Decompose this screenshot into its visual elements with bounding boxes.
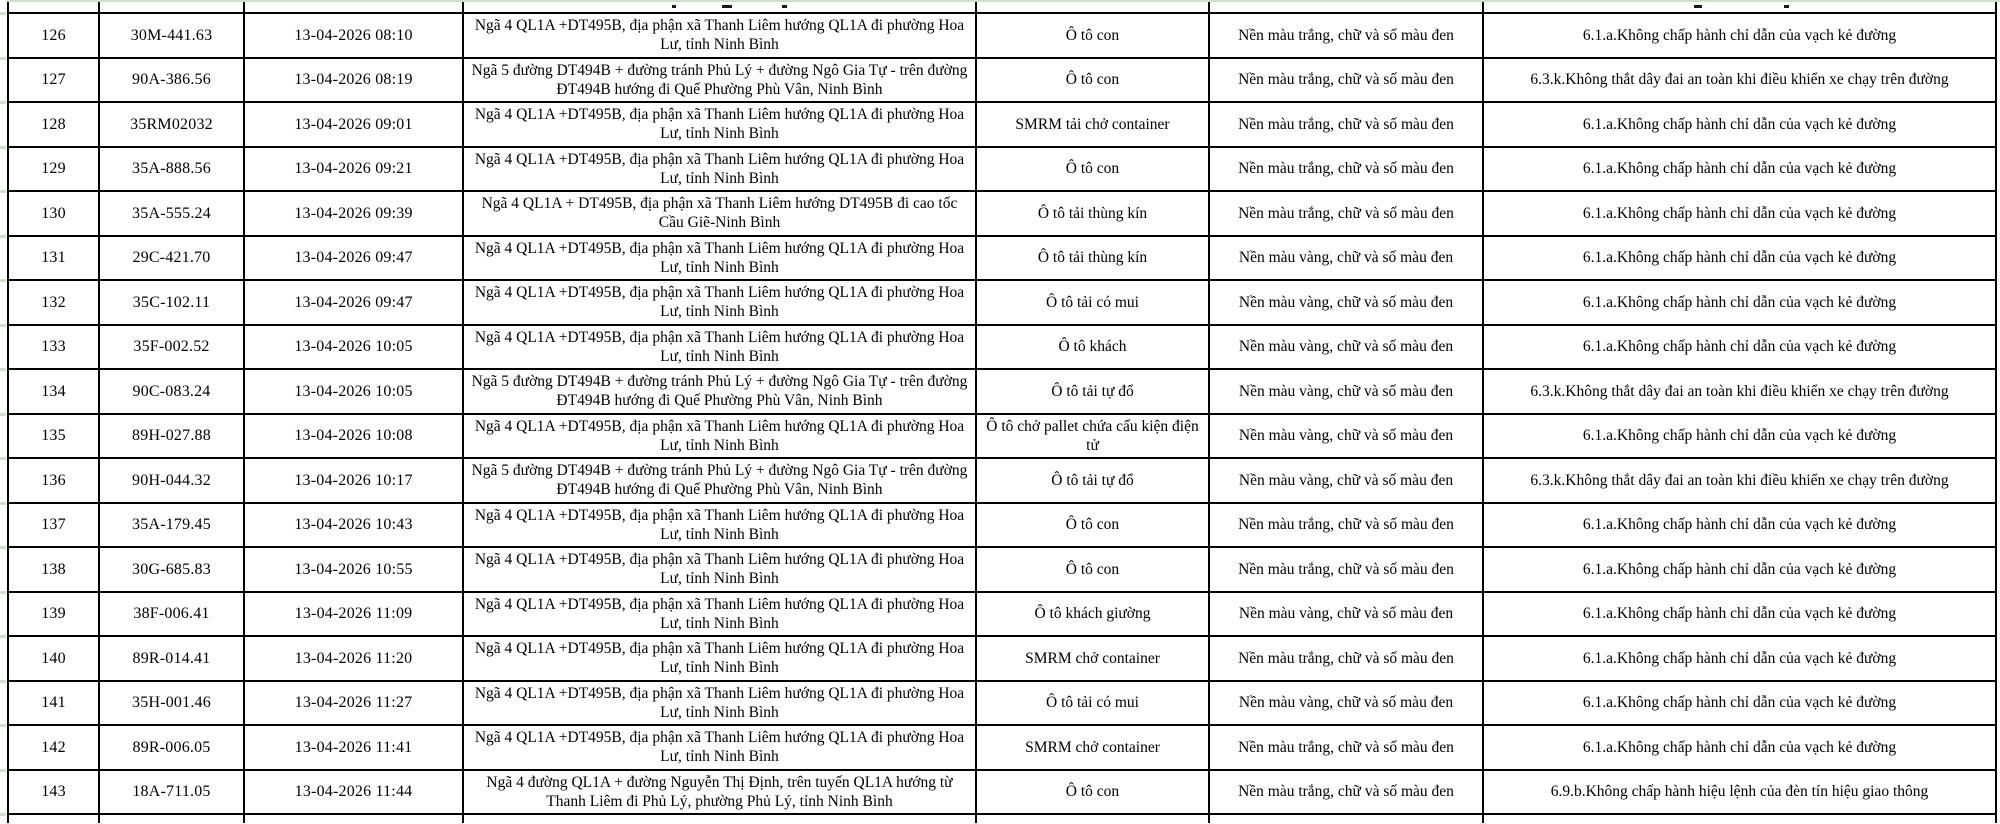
cell-plate-color: Nền màu trắng, chữ và số màu đen — [1209, 770, 1483, 815]
cell-location: Ngã 4 QL1A +DT495B, địa phận xã Thanh Liêm hướng QL1A đi phường Hoa Lư, tỉnh Ninh Bình — [463, 547, 976, 592]
cell-location: Ngã 4 QL1A +DT495B, địa phận xã Thanh Liêm hướng QL1A đi phường Hoa Lư, tỉnh Ninh Bình — [463, 503, 976, 548]
cell-plate: 30M-441.63 — [99, 13, 244, 58]
cell-no: 141 — [8, 681, 99, 726]
cell-plate-color: Nền màu vàng, chữ và số màu đen — [1209, 681, 1483, 726]
cell-plate: 38F-006.41 — [99, 592, 244, 637]
clipped-row-top — [8, 2, 1996, 13]
cell-time: 13-04-2026 10:55 — [244, 547, 463, 592]
cell-no: 127 — [8, 58, 99, 103]
cell-plate-color: Nền màu vàng, chữ và số màu đen — [1209, 414, 1483, 459]
table-row — [8, 191, 1996, 236]
cell-location: Ngã 4 QL1A +DT495B, địa phận xã Thanh Liêm hướng QL1A đi phường Hoa Lư, tỉnh Ninh Bình — [463, 681, 976, 726]
cell-time: 13-04-2026 11:27 — [244, 681, 463, 726]
clipped-cell — [99, 814, 244, 823]
gridline-mark — [0, 724, 6, 727]
cell-no: 142 — [8, 725, 99, 770]
text-fragment — [1694, 5, 1702, 8]
clipped-cell — [1209, 814, 1483, 823]
cell-no: 131 — [8, 236, 99, 281]
clipped-cell — [8, 814, 99, 823]
cell-vehicle: Ô tô con — [976, 547, 1209, 592]
gridline-mark — [0, 57, 6, 60]
table-row — [8, 58, 1996, 103]
cell-plate-color: Nền màu vàng, chữ và số màu đen — [1209, 280, 1483, 325]
cell-vehicle: Ô tô con — [976, 147, 1209, 192]
clipped-cell — [244, 814, 463, 823]
cell-vehicle: Ô tô khách — [976, 325, 1209, 370]
cell-location: Ngã 4 QL1A +DT495B, địa phận xã Thanh Liêm hướng QL1A đi phường Hoa Lư, tỉnh Ninh Bình — [463, 636, 976, 681]
cell-plate: 90C-083.24 — [99, 369, 244, 414]
cell-violation: 6.1.a.Không chấp hành chỉ dẫn của vạch kẻ đường — [1483, 147, 1996, 192]
cell-no: 140 — [8, 636, 99, 681]
cell-time: 13-04-2026 08:10 — [244, 13, 463, 58]
cell-plate-color: Nền màu trắng, chữ và số màu đen — [1209, 191, 1483, 236]
cell-plate: 35A-179.45 — [99, 503, 244, 548]
cell-location: Ngã 4 QL1A +DT495B, địa phận xã Thanh Liêm hướng QL1A đi phường Hoa Lư, tỉnh Ninh Bình — [463, 102, 976, 147]
table-row — [8, 325, 1996, 370]
cell-plate-color: Nền màu trắng, chữ và số màu đen — [1209, 58, 1483, 103]
cell-vehicle: Ô tô con — [976, 503, 1209, 548]
gridline-mark — [0, 235, 6, 238]
cell-location: Ngã 4 QL1A + DT495B, địa phận xã Thanh Liêm hướng DT495B đi cao tốc Cầu Giẽ-Ninh Bình — [463, 191, 976, 236]
gridline-mark — [0, 12, 6, 15]
cell-violation: 6.3.k.Không thắt dây đai an toàn khi điều khiển xe chạy trên đường — [1483, 58, 1996, 103]
cell-plate-color: Nền màu vàng, chữ và số màu đen — [1209, 325, 1483, 370]
table-row — [8, 770, 1996, 815]
table-row — [8, 13, 1996, 58]
cell-vehicle: Ô tô tải thùng kín — [976, 236, 1209, 281]
cell-plate: 89R-006.05 — [99, 725, 244, 770]
cell-location: Ngã 4 QL1A +DT495B, địa phận xã Thanh Liêm hướng QL1A đi phường Hoa Lư, tỉnh Ninh Bình — [463, 280, 976, 325]
cell-vehicle: Ô tô con — [976, 58, 1209, 103]
gridline-mark — [0, 635, 6, 638]
violations-table — [7, 2, 1997, 823]
gridline-mark — [0, 769, 6, 772]
cell-no: 132 — [8, 280, 99, 325]
table-row — [8, 503, 1996, 548]
gridline-mark — [0, 146, 6, 149]
clipped-cell — [1483, 814, 1996, 823]
cell-location: Ngã 5 đường DT494B + đường tránh Phủ Lý + đường Ngô Gia Tự - trên đường ĐT494B hướng đi Quế Phường Phù Vân, Ninh Bình — [463, 58, 976, 103]
gridline-mark — [0, 101, 6, 104]
cell-violation: 6.1.a.Không chấp hành chỉ dẫn của vạch kẻ đường — [1483, 503, 1996, 548]
left-gutter — [0, 0, 7, 824]
cell-vehicle: Ô tô chở pallet chứa cấu kiện điện tử — [976, 414, 1209, 459]
table-row — [8, 547, 1996, 592]
cell-time: 13-04-2026 09:47 — [244, 280, 463, 325]
clipped-cell — [976, 814, 1209, 823]
gridline-mark — [0, 591, 6, 594]
cell-vehicle: Ô tô tải có mui — [976, 681, 1209, 726]
cell-no: 136 — [8, 458, 99, 503]
gridline-mark — [0, 368, 6, 371]
gridline-mark — [0, 324, 6, 327]
cell-plate-color: Nền màu trắng, chữ và số màu đen — [1209, 547, 1483, 592]
cell-plate: 35A-888.56 — [99, 147, 244, 192]
cell-time: 13-04-2026 10:17 — [244, 458, 463, 503]
cell-plate: 35F-002.52 — [99, 325, 244, 370]
cell-vehicle: SMRM tải chở container — [976, 102, 1209, 147]
cell-plate-color: Nền màu vàng, chữ và số màu đen — [1209, 369, 1483, 414]
gridline-mark — [0, 279, 6, 282]
cell-plate-color: Nền màu trắng, chữ và số màu đen — [1209, 725, 1483, 770]
cell-no: 139 — [8, 592, 99, 637]
cell-violation: 6.1.a.Không chấp hành chỉ dẫn của vạch kẻ đường — [1483, 102, 1996, 147]
cell-no: 126 — [8, 13, 99, 58]
cell-vehicle: SMRM chở container — [976, 725, 1209, 770]
cell-plate: 90A-386.56 — [99, 58, 244, 103]
text-fragment — [722, 5, 732, 8]
cell-vehicle: Ô tô con — [976, 770, 1209, 815]
cell-location: Ngã 4 QL1A +DT495B, địa phận xã Thanh Liêm hướng QL1A đi phường Hoa Lư, tỉnh Ninh Bình — [463, 13, 976, 58]
cell-location: Ngã 4 QL1A +DT495B, địa phận xã Thanh Liêm hướng QL1A đi phường Hoa Lư, tỉnh Ninh Bình — [463, 725, 976, 770]
cell-time: 13-04-2026 10:05 — [244, 369, 463, 414]
cell-time: 13-04-2026 11:20 — [244, 636, 463, 681]
cell-violation: 6.1.a.Không chấp hành chỉ dẫn của vạch kẻ đường — [1483, 592, 1996, 637]
table-row — [8, 458, 1996, 503]
cell-vehicle: Ô tô con — [976, 13, 1209, 58]
gridline-mark — [0, 457, 6, 460]
cell-violation: 6.1.a.Không chấp hành chỉ dẫn của vạch kẻ đường — [1483, 191, 1996, 236]
gridline-mark — [0, 680, 6, 683]
table-row — [8, 636, 1996, 681]
cell-vehicle: Ô tô khách giường — [976, 592, 1209, 637]
cell-time: 13-04-2026 09:21 — [244, 147, 463, 192]
cell-no: 128 — [8, 102, 99, 147]
text-fragment — [1784, 5, 1789, 8]
cell-time: 13-04-2026 11:09 — [244, 592, 463, 637]
cell-location: Ngã 4 QL1A +DT495B, địa phận xã Thanh Liêm hướng QL1A đi phường Hoa Lư, tỉnh Ninh Bình — [463, 414, 976, 459]
cell-violation: 6.1.a.Không chấp hành chỉ dẫn của vạch kẻ đường — [1483, 636, 1996, 681]
clipped-cell — [463, 814, 976, 823]
table-row — [8, 414, 1996, 459]
cell-plate-color: Nền màu vàng, chữ và số màu đen — [1209, 236, 1483, 281]
cell-vehicle: Ô tô tải tự đổ — [976, 369, 1209, 414]
table-row — [8, 592, 1996, 637]
cell-no: 129 — [8, 147, 99, 192]
cell-plate: 35H-001.46 — [99, 681, 244, 726]
cell-time: 13-04-2026 09:47 — [244, 236, 463, 281]
cell-time: 13-04-2026 09:01 — [244, 102, 463, 147]
cell-location: Ngã 4 đường QL1A + đường Nguyễn Thị Định, trên tuyến QL1A hướng từ Thanh Liêm đi Phủ Lý, phường Phủ Lý, tỉnh Ninh Bình — [463, 770, 976, 815]
table-row — [8, 236, 1996, 281]
gridline-mark — [0, 502, 6, 505]
gridline-mark — [0, 813, 6, 816]
clipped-cell — [1483, 2, 1996, 13]
cell-location: Ngã 4 QL1A +DT495B, địa phận xã Thanh Liêm hướng QL1A đi phường Hoa Lư, tỉnh Ninh Bình — [463, 592, 976, 637]
clipped-cell — [463, 2, 976, 13]
cell-no: 134 — [8, 369, 99, 414]
cell-violation: 6.1.a.Không chấp hành chỉ dẫn của vạch kẻ đường — [1483, 236, 1996, 281]
cell-plate: 89R-014.41 — [99, 636, 244, 681]
cell-vehicle: Ô tô tải có mui — [976, 280, 1209, 325]
cell-violation: 6.1.a.Không chấp hành chỉ dẫn của vạch kẻ đường — [1483, 681, 1996, 726]
table-row — [8, 681, 1996, 726]
cell-violation: 6.1.a.Không chấp hành chỉ dẫn của vạch kẻ đường — [1483, 13, 1996, 58]
cell-no: 135 — [8, 414, 99, 459]
clipped-cell — [976, 2, 1209, 13]
cell-violation: 6.1.a.Không chấp hành chỉ dẫn của vạch kẻ đường — [1483, 325, 1996, 370]
cell-violation: 6.3.k.Không thắt dây đai an toàn khi điều khiển xe chạy trên đường — [1483, 369, 1996, 414]
cell-plate-color: Nền màu trắng, chữ và số màu đen — [1209, 102, 1483, 147]
gridline-mark — [0, 546, 6, 549]
cell-no: 133 — [8, 325, 99, 370]
cell-vehicle: Ô tô tải thùng kín — [976, 191, 1209, 236]
cell-time: 13-04-2026 11:41 — [244, 725, 463, 770]
cell-plate: 30G-685.83 — [99, 547, 244, 592]
cell-no: 130 — [8, 191, 99, 236]
table-row — [8, 280, 1996, 325]
cell-plate: 90H-044.32 — [99, 458, 244, 503]
cell-violation: 6.1.a.Không chấp hành chỉ dẫn của vạch kẻ đường — [1483, 547, 1996, 592]
cell-time: 13-04-2026 10:43 — [244, 503, 463, 548]
cell-plate-color: Nền màu trắng, chữ và số màu đen — [1209, 503, 1483, 548]
cell-plate-color: Nền màu vàng, chữ và số màu đen — [1209, 458, 1483, 503]
gridline-mark — [0, 190, 6, 193]
table-row — [8, 369, 1996, 414]
cell-location: Ngã 4 QL1A +DT495B, địa phận xã Thanh Liêm hướng QL1A đi phường Hoa Lư, tỉnh Ninh Bình — [463, 147, 976, 192]
clipped-cell — [1209, 2, 1483, 13]
table-row — [8, 102, 1996, 147]
cell-time: 13-04-2026 10:08 — [244, 414, 463, 459]
clipped-cell — [99, 2, 244, 13]
cell-time: 13-04-2026 09:39 — [244, 191, 463, 236]
cell-violation: 6.9.b.Không chấp hành hiệu lệnh của đèn tín hiệu giao thông — [1483, 770, 1996, 815]
cell-vehicle: SMRM chở container — [976, 636, 1209, 681]
cell-location: Ngã 5 đường DT494B + đường tránh Phủ Lý + đường Ngô Gia Tự - trên đường ĐT494B hướng đi Quế Phường Phù Vân, Ninh Bình — [463, 369, 976, 414]
cell-no: 143 — [8, 770, 99, 815]
text-fragment — [672, 5, 676, 8]
cell-time: 13-04-2026 11:44 — [244, 770, 463, 815]
cell-plate-color: Nền màu vàng, chữ và số màu đen — [1209, 592, 1483, 637]
cell-location: Ngã 4 QL1A +DT495B, địa phận xã Thanh Liêm hướng QL1A đi phường Hoa Lư, tỉnh Ninh Bình — [463, 236, 976, 281]
clipped-cell — [244, 2, 463, 13]
table-row — [8, 147, 1996, 192]
cell-vehicle: Ô tô tải tự đổ — [976, 458, 1209, 503]
cell-time: 13-04-2026 10:05 — [244, 325, 463, 370]
cell-plate-color: Nền màu trắng, chữ và số màu đen — [1209, 147, 1483, 192]
cell-no: 137 — [8, 503, 99, 548]
cell-location: Ngã 5 đường DT494B + đường tránh Phủ Lý + đường Ngô Gia Tự - trên đường ĐT494B hướng đi Quế Phường Phù Vân, Ninh Bình — [463, 458, 976, 503]
cell-plate: 89H-027.88 — [99, 414, 244, 459]
cell-time: 13-04-2026 08:19 — [244, 58, 463, 103]
violations-table-body — [8, 2, 1996, 823]
gridline-mark — [0, 413, 6, 416]
cell-plate: 18A-711.05 — [99, 770, 244, 815]
cell-plate: 35C-102.11 — [99, 280, 244, 325]
cell-plate: 29C-421.70 — [99, 236, 244, 281]
cell-plate-color: Nền màu trắng, chữ và số màu đen — [1209, 636, 1483, 681]
table-row — [8, 725, 1996, 770]
text-fragment — [782, 5, 787, 8]
cell-no: 138 — [8, 547, 99, 592]
cell-violation: 6.1.a.Không chấp hành chỉ dẫn của vạch kẻ đường — [1483, 280, 1996, 325]
violations-table-container — [7, 2, 1997, 823]
cell-violation: 6.3.k.Không thắt dây đai an toàn khi điều khiển xe chạy trên đường — [1483, 458, 1996, 503]
cell-violation: 6.1.a.Không chấp hành chỉ dẫn của vạch kẻ đường — [1483, 414, 1996, 459]
cell-violation: 6.1.a.Không chấp hành chỉ dẫn của vạch kẻ đường — [1483, 725, 1996, 770]
clipped-row-bottom — [8, 814, 1996, 823]
cell-location: Ngã 4 QL1A +DT495B, địa phận xã Thanh Liêm hướng QL1A đi phường Hoa Lư, tỉnh Ninh Bình — [463, 325, 976, 370]
cell-plate-color: Nền màu trắng, chữ và số màu đen — [1209, 13, 1483, 58]
cell-plate: 35RM02032 — [99, 102, 244, 147]
clipped-cell — [8, 2, 99, 13]
cell-plate: 35A-555.24 — [99, 191, 244, 236]
